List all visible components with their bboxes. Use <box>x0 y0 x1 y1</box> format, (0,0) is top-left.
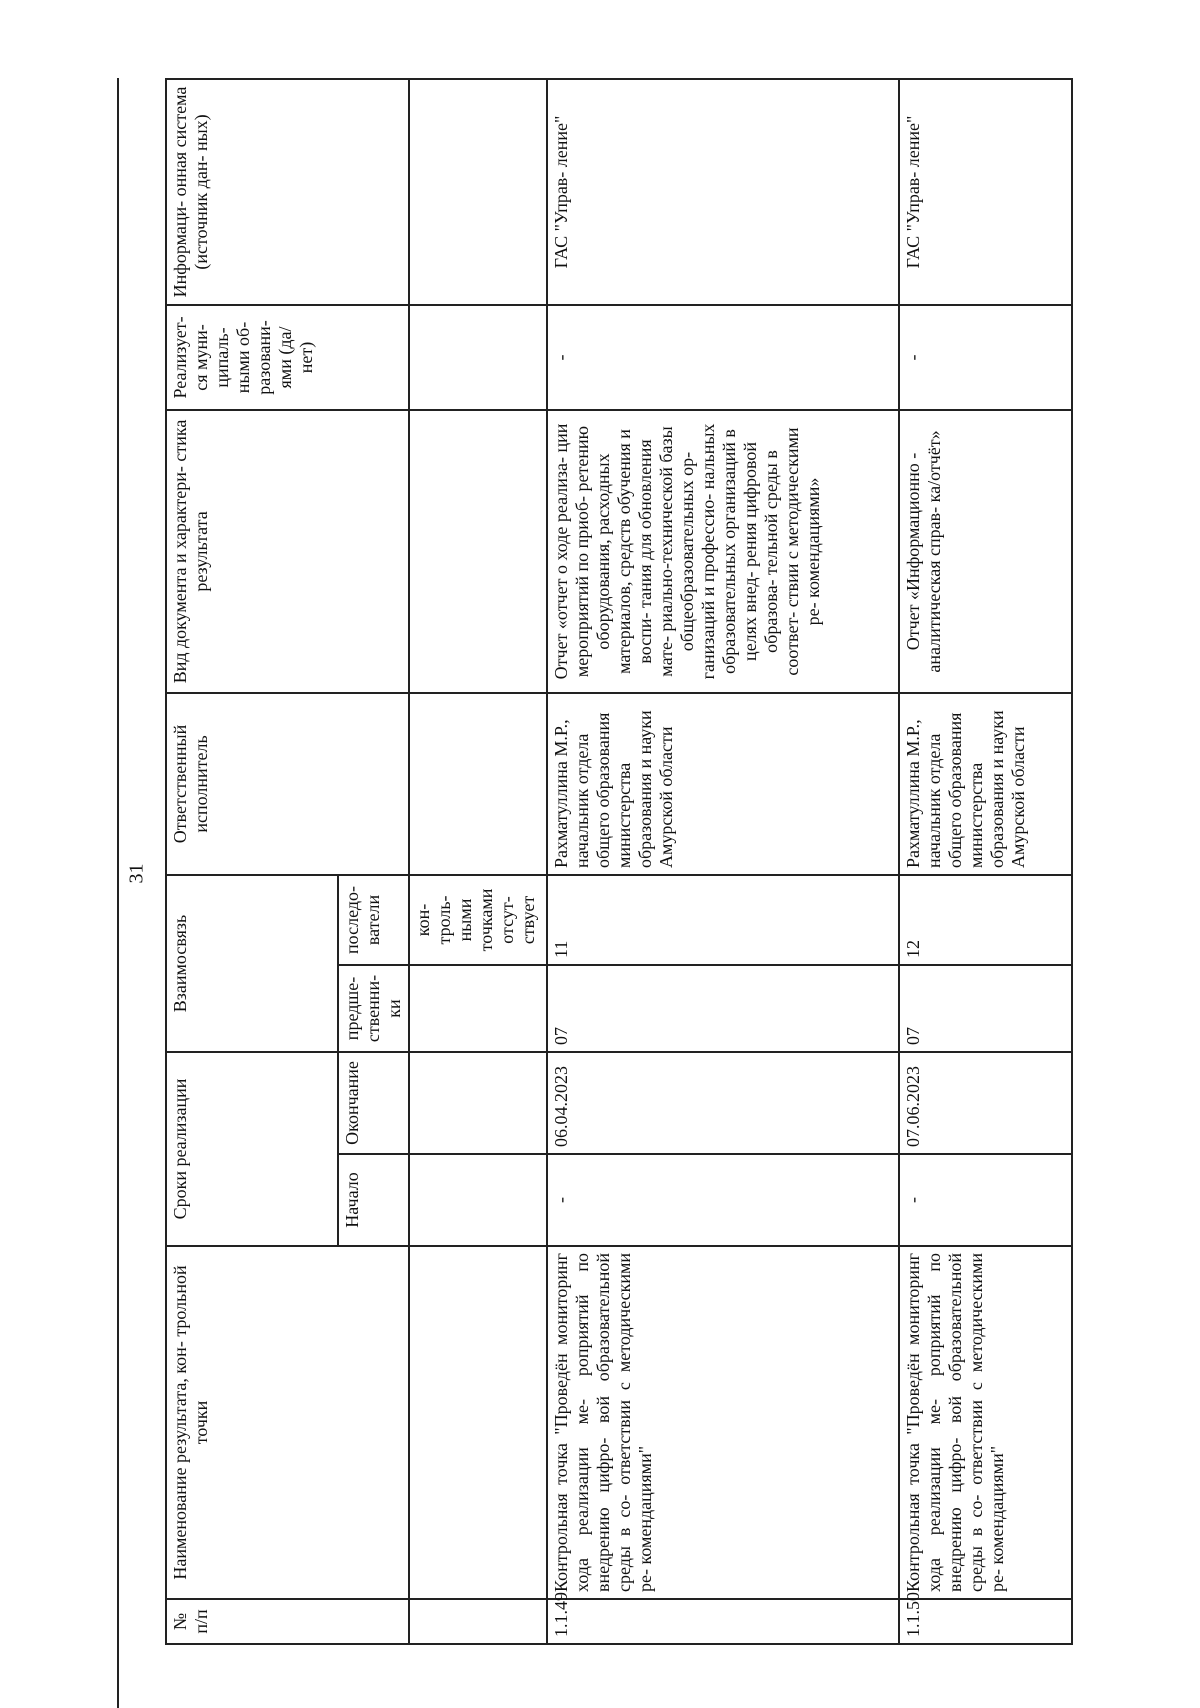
header-start: Начало <box>338 1154 409 1246</box>
row-info-system: ГАС "Управ- ление" <box>899 79 1072 305</box>
cont-predecessors <box>409 965 547 1052</box>
header-end: Окончание <box>338 1052 409 1154</box>
continuation-row <box>409 79 547 1644</box>
cont-start <box>409 1154 547 1246</box>
row-document: Отчет «отчет о ходе реализа- ции мероприятий по приоб- ретению оборудования, расходных материалов, средств обучения и воспи- тания для обновления мате- риально-технической базы общеобразовательных ор- ганизаций и профессио- нальных образовательных организаций в целях внед- рения цифровой образова- тельной среды в соответ- ствии с методическими ре- комендациями» <box>547 410 899 693</box>
row-name: Контрольная точка "Проведён мониторинг хода реализации ме- роприятий по внедрению цифро- вой образовательной среды в со- ответствии с методическими ре- комендациями" <box>547 1246 899 1599</box>
table-row <box>899 79 1072 1644</box>
header-municipal: Реализует- ся муни- ципаль- ными об- разовани- ями (да/нет) <box>166 305 409 410</box>
cont-end <box>409 1052 547 1154</box>
row-successors: 12 <box>899 875 1072 965</box>
row-successors: 11 <box>547 875 899 965</box>
cont-successors: кон- троль- ными точками отсут- ствует <box>409 875 547 965</box>
header-relation: Взаимосвязь <box>166 875 338 1052</box>
row-num: 1.1.50 <box>899 1599 1072 1644</box>
page-number: 31 <box>125 863 148 884</box>
cont-info-system <box>409 79 547 305</box>
row-responsible: Рахматуллина М.Р., начальник отдела общего образования министерства образования и науки Амурской области <box>547 693 899 875</box>
header-name: Наименование результата, кон- трольной точки <box>166 1246 409 1599</box>
header-predecessors: предше- ственни- ки <box>338 965 409 1052</box>
row-num: 1.1.49 <box>547 1599 899 1644</box>
row-municipal: - <box>547 305 899 410</box>
table-row <box>547 79 899 1644</box>
header-document: Вид документа и характери- стика результата <box>166 410 409 693</box>
header-successors: последо- ватели <box>338 875 409 965</box>
row-name: Контрольная точка "Проведён мониторинг хода реализации ме- роприятий по внедрению цифро- вой образовательной среды в со- ответствии с методическими ре- комендациями" <box>899 1246 1072 1599</box>
left-margin-line <box>117 78 119 1708</box>
cont-num <box>409 1599 547 1644</box>
row-predecessors: 07 <box>899 965 1072 1052</box>
control-points-table <box>165 78 1073 1645</box>
row-responsible: Рахматуллина М.Р., начальник отдела общего образования министерства образования и науки Амурской области <box>899 693 1072 875</box>
row-info-system: ГАС "Управ- ление" <box>547 79 899 305</box>
cont-municipal <box>409 305 547 410</box>
cont-document <box>409 410 547 693</box>
rotated-table-container <box>165 80 1070 1645</box>
row-start: - <box>899 1154 1072 1246</box>
header-responsible: Ответственный исполнитель <box>166 693 409 875</box>
header-info-system: Информаци- онная система (источник дан- ных) <box>166 79 409 305</box>
row-predecessors: 07 <box>547 965 899 1052</box>
header-num: № п/п <box>166 1599 409 1644</box>
row-municipal: - <box>899 305 1072 410</box>
row-end: 06.04.2023 <box>547 1052 899 1154</box>
row-document: Отчет «Информационно - аналитическая справ- ка/отчёт» <box>899 410 1072 693</box>
header-row-1 <box>166 79 338 1644</box>
header-terms: Сроки реализации <box>166 1052 338 1246</box>
row-start: - <box>547 1154 899 1246</box>
cont-name <box>409 1246 547 1599</box>
row-end: 07.06.2023 <box>899 1052 1072 1154</box>
cont-responsible <box>409 693 547 875</box>
